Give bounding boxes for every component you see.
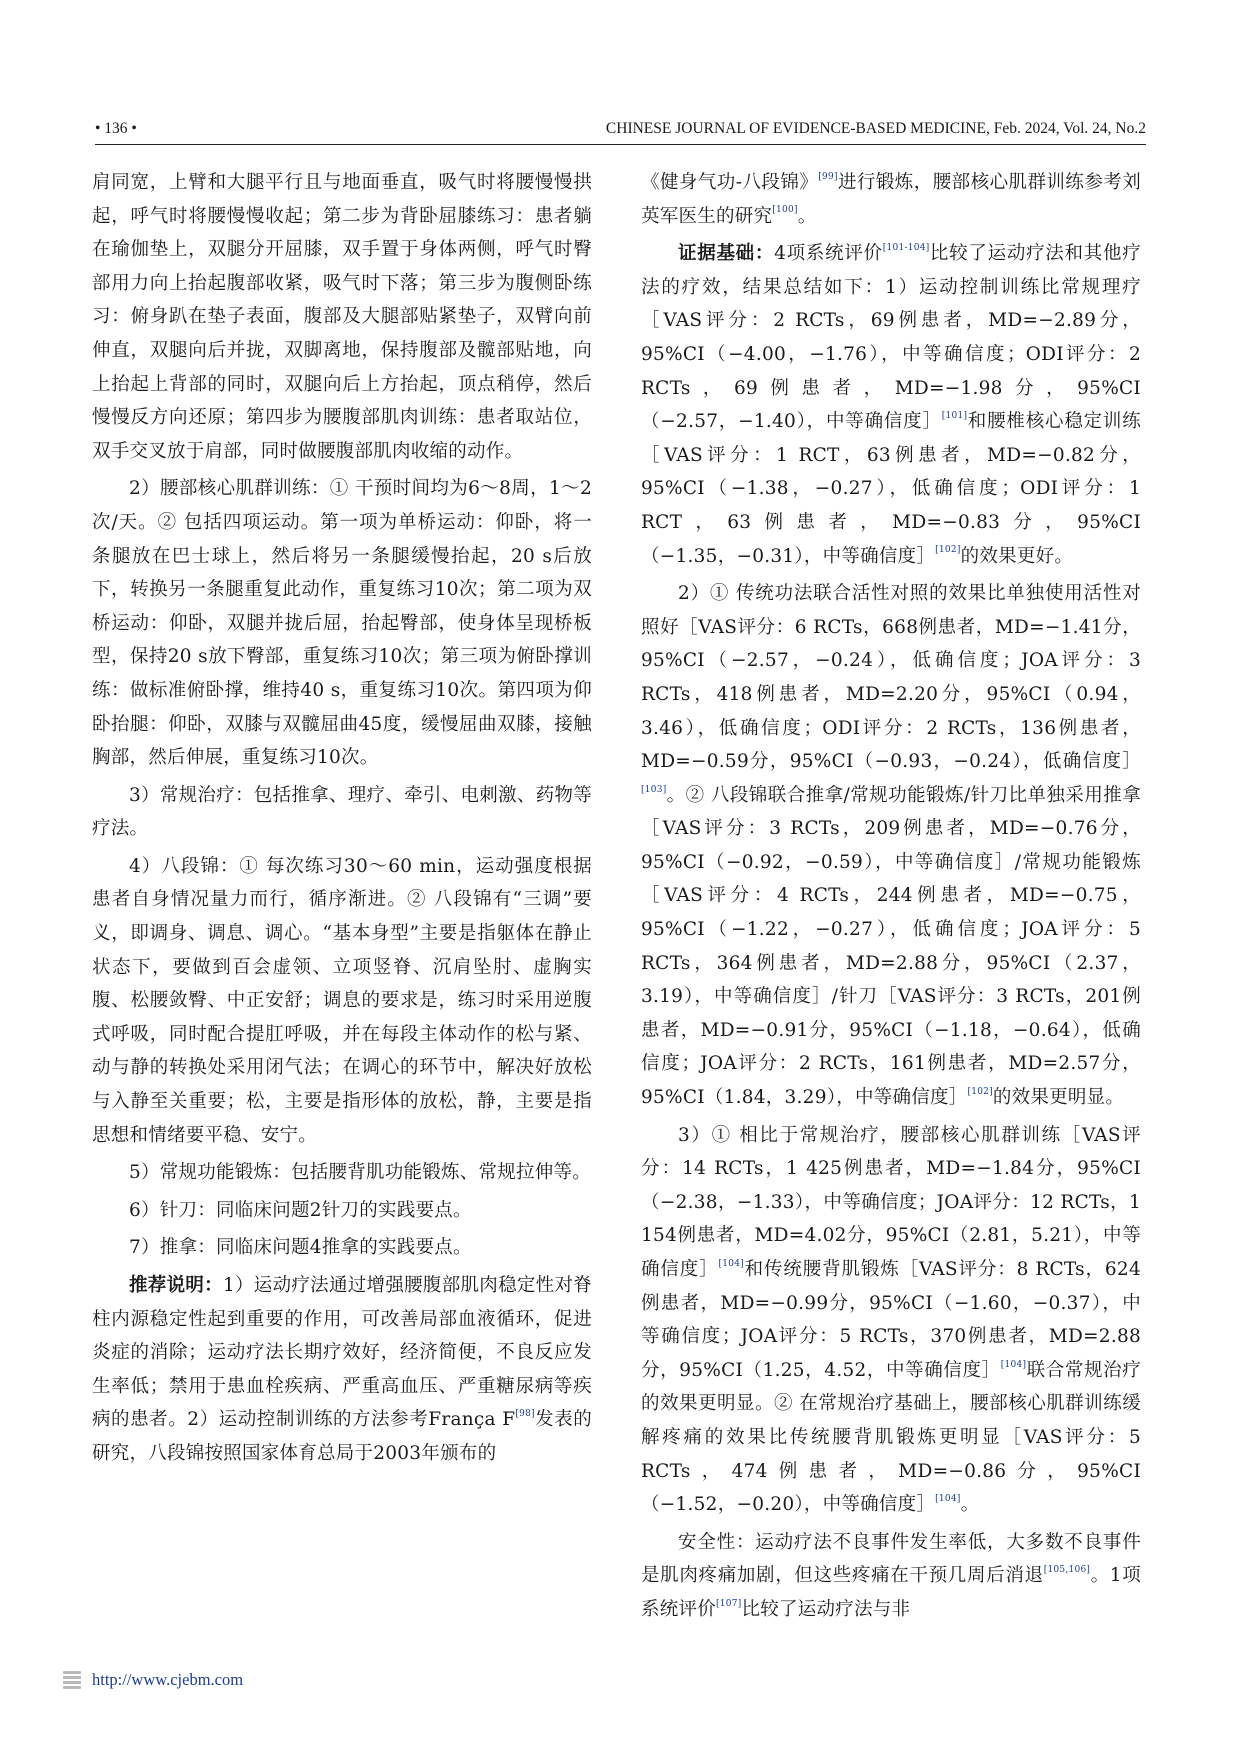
evidence-label: 证据基础： (678, 243, 775, 265)
text-span: 和腰椎核心稳定训练［VAS评分：1 RCT，63例患者，MD=−0.82分，95%CI（−1.38，−0.27），低确信度；ODI评分：1 RCT，63例患者，MD=−0.83分，95%CI（−1.35，−0.31），中等确信度］ (641, 411, 1141, 567)
text-span: 进行锻炼，腰部核心肌群训练参考刘英军医生的研究 (641, 172, 1141, 227)
text-span: 的效果更好。 (960, 545, 1074, 567)
citation-102[interactable]: [102] (967, 1086, 993, 1097)
journal-title: CHINESE JOURNAL OF EVIDENCE-BASED MEDICINE, Feb. 2024, Vol. 24, No.2 (605, 120, 1146, 137)
paragraph-recommendation (92, 1269, 592, 1471)
paragraph-evidence (641, 237, 1141, 573)
recommendation-label: 推荐说明： (129, 1275, 223, 1296)
text-span: 安全性：运动疗法不良事件发生率低，大多数不良事件是肌肉疼痛加剧，但这些疼痛在干预几周后消退 (641, 1531, 1141, 1587)
journal-url-link[interactable]: http://www.cjebm.com (92, 1670, 244, 1689)
right-column (641, 166, 1141, 1627)
citation-102[interactable]: [102] (935, 545, 961, 556)
citation-100[interactable]: [100] (772, 205, 798, 216)
journal-logo-icon (60, 1668, 84, 1692)
text-span: 比较了运动疗法与非 (741, 1598, 911, 1620)
paragraph-traditional-exercise (641, 577, 1141, 1115)
paragraph-core-muscle-training: 2）腰部核心肌群训练：① 干预时间均为6～8周，1～2次/天。② 包括四项运动。第一项为单桥运动：仰卧，将一条腿放在巴士球上，然后将另一条腿缓慢抬起，20 s后放下，转换另一条腿重复此动作，重复练习10次；第二项为双桥运动：仰卧，双腿并拢后屈，抬起臀部，使身体呈现桥板型，保持20 s放下臀部，重复练习10次；第三项为俯卧撑训练：做标准俯卧撑，维持40 s，重复练习10次。第四项为仰卧抬腿：仰卧，双膝与双髋屈曲45度，缓慢屈曲双膝，接触胸部，然后伸展，重复练习10次。 (92, 478, 592, 769)
citation-105-106[interactable]: [105,106] (1043, 1565, 1091, 1576)
paragraph-continued (641, 166, 1141, 233)
paragraph-safety (641, 1526, 1141, 1627)
paragraph-core-steps: 肩同宽，上臂和大腿平行且与地面垂直，吸气时将腰慢慢拱起，呼气时将腰慢慢收起；第二步为背卧屈膝练习：患者躺在瑜伽垫上，双腿分开屈膝，双手置于身体两侧，呼气时臀部用力向上抬起腹部收紧，吸气时下落；第三步为腹侧卧练习：俯身趴在垫子表面，腹部及大腿部贴紧垫子，双臂向前伸直，双腿向后并拢，双脚离地，保持腹部及髋部贴地，向上抬起上背部的同时，双腿向后上方抬起，顶点稍停，然后慢慢反方向还原；第四步为腰腹部肌肉训练：患者取站位，双手交叉放于肩部，同时做腰腹部肌肉收缩的动作。 (92, 172, 592, 462)
citation-104[interactable]: [104] (718, 1258, 744, 1269)
text-span: 《健身气功-八段锦》 (641, 172, 819, 193)
citation-101-104[interactable]: [101-104] (882, 243, 930, 254)
citation-107[interactable]: [107] (716, 1598, 742, 1609)
page-number: • 136 • (95, 120, 137, 137)
text-span: 。1项系统评价 (641, 1565, 1141, 1620)
recommendation-text-a: 1）运动疗法通过增强腰腹部肌肉稳定性对脊柱内源稳定性起到重要的作用，可改善局部血液循环，促进炎症的消除；运动疗法长期疗效好，经济简便，不良反应发生率低；禁用于患血栓疾病、严重高血压、严重糖尿病等疾病的患者。2）运动控制训练的方法参考França F (92, 1275, 592, 1431)
page-header (95, 118, 1146, 145)
text-span: 。 (960, 1494, 980, 1516)
paragraph-conventional-treatment: 3）常规治疗：包括推拿、理疗、牵引、电刺激、药物等疗法。 (92, 784, 592, 840)
text-span: 。② 八段锦联合推拿/常规功能锻炼/针刀比单独采用推拿［VAS评分：3 RCTs，209例患者，MD=−0.76分，95%CI（−0.92，−0.59），中等确信度］/常规功能锻炼［VAS评分：4 RCTs，244例患者，MD=−0.75，95%CI（−1.22，−0.27），低确信度；JOA评分：5 RCTs，364例患者，MD=2.88分，95%CI（2.37，3.19），中等确信度］/针刀［VAS评分：3 RCTs，201例患者，MD=−0.91分，95%CI（−1.18，−0.64），低确信度；JOA评分：2 RCTs，161例患者，MD=2.57分，95%CI（1.84，3.29），中等确信度］ (641, 784, 1141, 1109)
paragraph-acupotomy: 6）针刀：同临床问题2针刀的实践要点。 (129, 1199, 472, 1221)
citation-99[interactable]: [99] (818, 171, 838, 182)
citation-104[interactable]: [104] (935, 1494, 961, 1504)
text-span: 。 (797, 205, 817, 227)
page-footer (60, 1666, 243, 1694)
citation-104[interactable]: [104] (1000, 1359, 1027, 1370)
recommendation-text-b: 发表的研究，八段锦按照国家体育总局于2003年颁布的 (92, 1409, 592, 1464)
text-span: 比较了运动疗法和其他疗法的疗效，结果总结如下：1）运动控制训练比常规理疗［VAS评分：2 RCTs，69例患者，MD=−2.89分，95%CI（−4.00，−1.76），中等确信度；ODI评分：2 RCTs，69例患者，MD=−1.98分，95%CI（−2.57，−1.40），中等确信度］ (641, 243, 1141, 433)
paragraph-tuina: 7）推拿：同临床问题4推拿的实践要点。 (129, 1237, 472, 1259)
paragraph-functional-exercise: 5）常规功能锻炼：包括腰背肌功能锻炼、常规拉伸等。 (129, 1162, 592, 1184)
text-span: 2）① 传统功法联合活性对照的效果比单独使用活性对照好［VAS评分：6 RCTs，668例患者，MD=−1.41分，95%CI（−2.57，−0.24），低确信度；JOA评分：3 RCTs，418例患者，MD=2.20分，95%CI（0.94，3.46），低确信度；ODI评分：2 RCTs，136例患者，MD=−0.59分，95%CI（−0.93，−0.24），低确信度］ (641, 583, 1141, 773)
citation-101[interactable]: [101] (941, 411, 968, 421)
citation-98[interactable]: [98] (515, 1409, 535, 1420)
text-span: 的效果更明显。 (992, 1087, 1125, 1109)
text-span: 4项系统评价 (774, 243, 883, 265)
citation-103[interactable]: [103] (641, 784, 667, 795)
text-span: 联合常规治疗的效果更明显。② 在常规治疗基础上，腰部核心肌群训练缓解疼痛的效果比传统腰背肌锻炼更明显［VAS评分：5 RCTs，474例患者，MD=−0.86分，95%CI（−1.52，−0.20），中等确信度］ (641, 1359, 1141, 1516)
text-span: 和传统腰背肌锻炼［VAS评分：8 RCTs，624例患者，MD=−0.99分，95%CI（−1.60，−0.37），中等确信度；JOA评分：5 RCTs，370例患者，MD=2.88分，95%CI（1.25，4.52，中等确信度］ (641, 1259, 1141, 1381)
left-column (92, 166, 592, 1471)
paragraph-baduanjin: 4）八段锦：① 每次练习30～60 min，运动强度根据患者自身情况量力而行，循序渐进。② 八段锦有“三调”要义，即调身、调息、调心。“基本身型”主要是指躯体在静止状态下，要做到百会虚领、立项竖脊、沉肩坠肘、虚胸实腹、松腰敛臀、中正安舒；调息的要求是，练习时采用逆腹式呼吸，同时配合提肛呼吸，并在每段主体动作的松与紧、动与静的转换处采用闭气法；在调心的环节中，解决好放松与入静至关重要；松，主要是指形体的放松，静，主要是指思想和情绪要平稳、安宁。 (92, 855, 592, 1146)
paragraph-core-vs-conventional (641, 1119, 1141, 1522)
text-span: 3）① 相比于常规治疗，腰部核心肌群训练［VAS评分：14 RCTs，1 425例患者，MD=−1.84分，95%CI（−2.38，−1.33），中等确信度；JOA评分：12 RCTs，1 154例患者，MD=4.02分，95%CI（2.81，5.21），中等确信度］ (641, 1124, 1141, 1280)
